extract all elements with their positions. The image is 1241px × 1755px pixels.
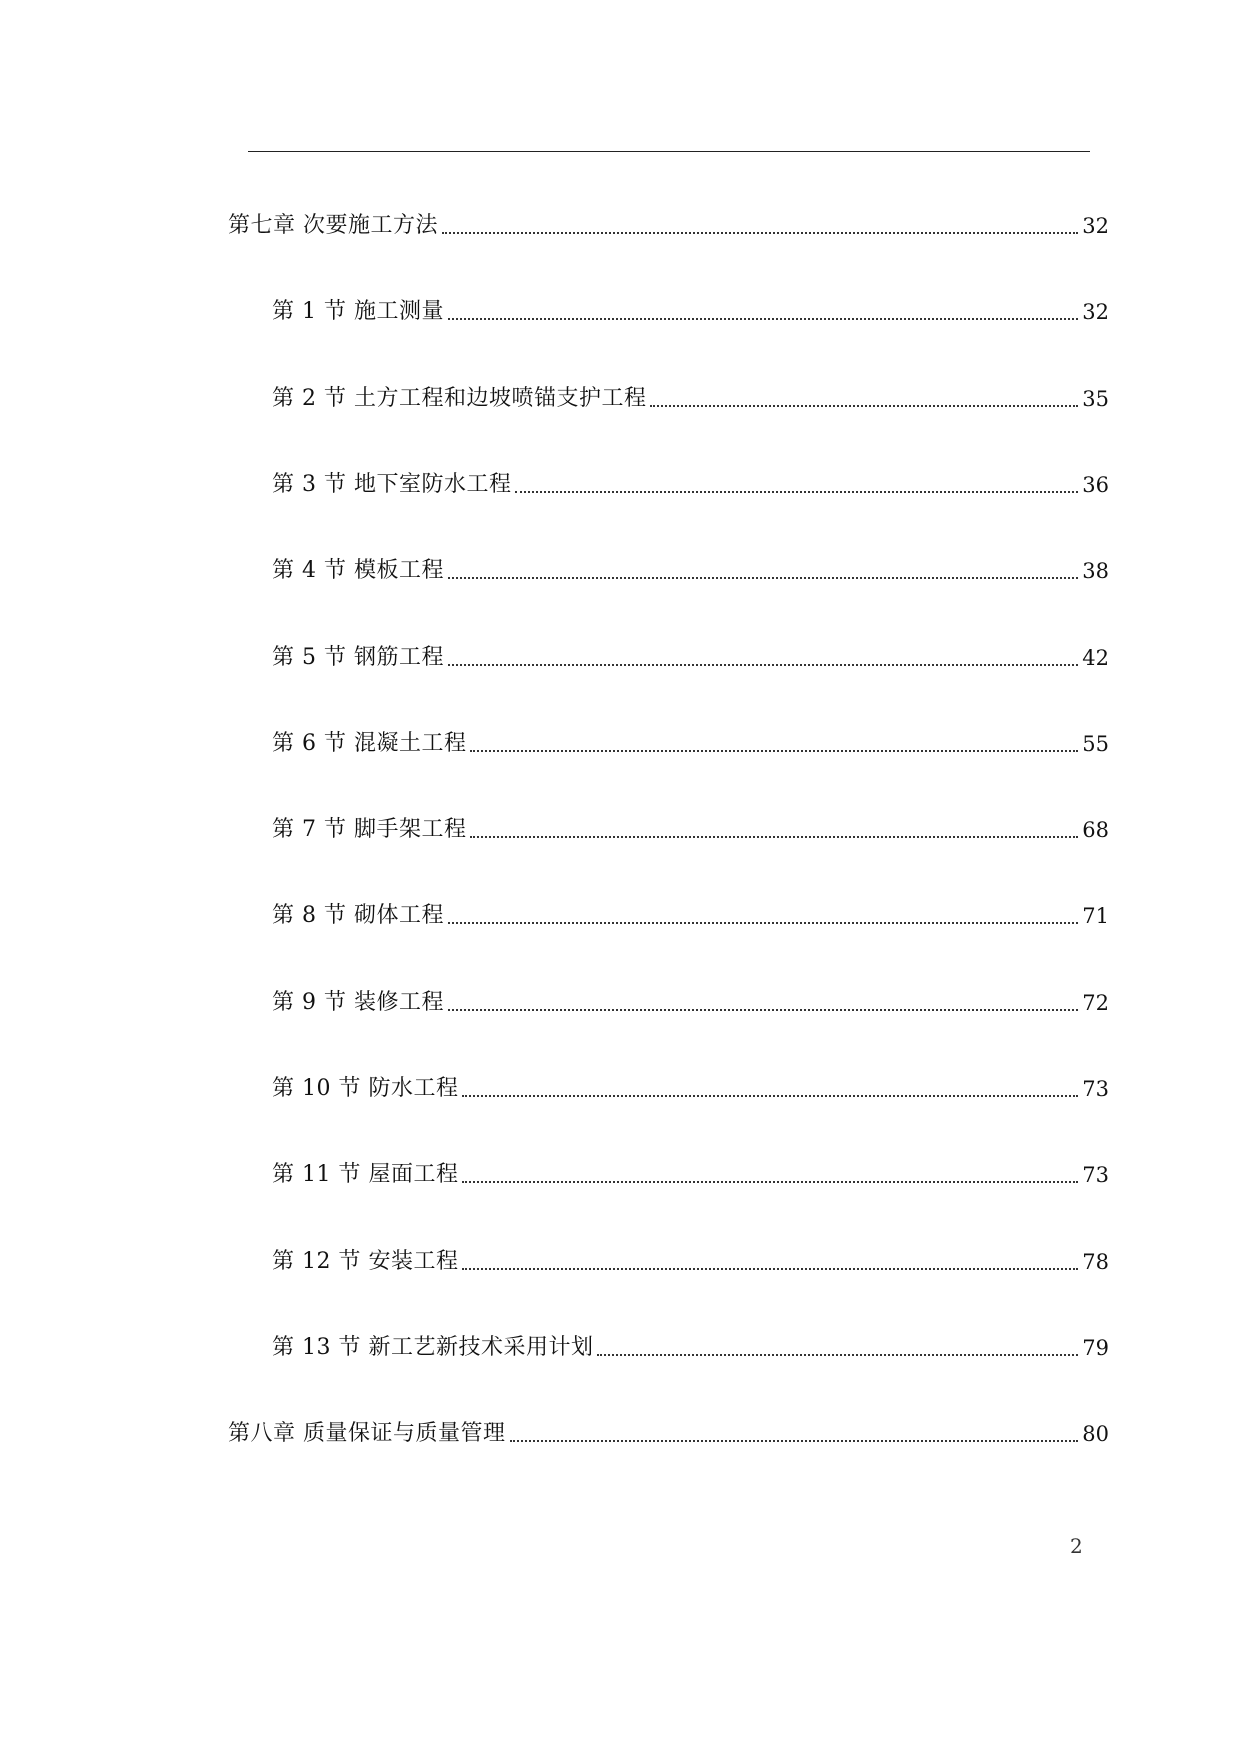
toc-entry-title: 第 9 节 装修工程 [272,989,444,1015]
toc-dot-leader [448,1009,1078,1011]
toc-entry-page: 73 [1082,1163,1109,1188]
toc-entry[interactable] [0,635,1241,675]
toc-entry-title: 第 3 节 地下室防水工程 [272,471,512,497]
toc-entry[interactable] [0,376,1241,416]
toc-entry-page: 72 [1082,990,1109,1015]
toc-entry-page: 80 [1082,1422,1109,1447]
toc-entry-title: 第 2 节 土方工程和边坡喷锚支护工程 [272,385,647,411]
toc-dot-leader [448,664,1078,666]
toc-entry-page: 32 [1082,300,1109,325]
toc-entry[interactable] [0,1239,1241,1279]
toc-dot-leader [462,1095,1078,1097]
toc-dot-leader [515,491,1078,493]
toc-entry-page: 73 [1082,1077,1109,1101]
toc-entry-title: 第 5 节 钢筋工程 [272,644,444,670]
toc-entry[interactable] [0,462,1241,502]
toc-entry-page: 32 [1082,214,1109,238]
toc-entry-title: 第 4 节 模板工程 [272,558,444,584]
toc-entry[interactable] [0,1152,1241,1192]
toc-dot-leader [448,922,1078,924]
toc-entry-title: 第 11 节 屋面工程 [272,1162,459,1188]
toc-dot-leader [470,836,1078,838]
toc-dot-leader [597,1354,1078,1356]
toc-entry-page: 68 [1082,818,1109,843]
toc-entry-page: 36 [1082,472,1109,497]
toc-entry-page: 78 [1082,1249,1109,1274]
toc-entry-page: 71 [1082,904,1109,929]
toc-entry-page: 42 [1082,645,1109,670]
toc-dot-leader [462,1268,1078,1270]
toc-entry-title: 第七章 次要施工方法 [228,213,438,238]
toc-entry-title: 第 8 节 砌体工程 [272,903,444,929]
toc-entry-page: 55 [1082,731,1109,756]
toc-entry-title: 第 1 节 施工测量 [272,299,444,325]
toc-entry-page: 35 [1082,386,1109,411]
toc-entry-page: 38 [1082,559,1109,584]
toc-entry[interactable] [0,203,1241,243]
page-number: 2 [1070,1534,1083,1558]
toc-entry[interactable] [0,980,1241,1020]
toc-entry[interactable] [0,548,1241,588]
toc-entry[interactable] [0,807,1241,847]
toc-entry-title: 第 13 节 新工艺新技术采用计划 [272,1334,594,1360]
toc-entry[interactable] [0,1411,1241,1451]
toc-entry[interactable] [0,1325,1241,1365]
toc-dot-leader [650,405,1078,407]
toc-dot-leader [510,1440,1079,1442]
toc-entry[interactable] [0,289,1241,329]
toc-entry-page: 79 [1082,1335,1109,1360]
toc-entry-title: 第 7 节 脚手架工程 [272,817,467,843]
toc-entry[interactable] [0,721,1241,761]
toc-entry[interactable] [0,893,1241,933]
toc-dot-leader [448,318,1078,320]
toc-entry-title: 第八章 质量保证与质量管理 [228,1421,506,1447]
toc-entry[interactable] [0,1066,1241,1106]
toc-entry-title: 第 10 节 防水工程 [272,1076,459,1101]
toc-entry-title: 第 6 节 混凝土工程 [272,730,467,756]
toc-dot-leader [448,577,1078,579]
toc-dot-leader [462,1181,1078,1183]
header-rule [248,151,1090,152]
toc-dot-leader [470,750,1078,752]
toc-entry-title: 第 12 节 安装工程 [272,1248,459,1274]
toc-dot-leader [442,232,1078,234]
